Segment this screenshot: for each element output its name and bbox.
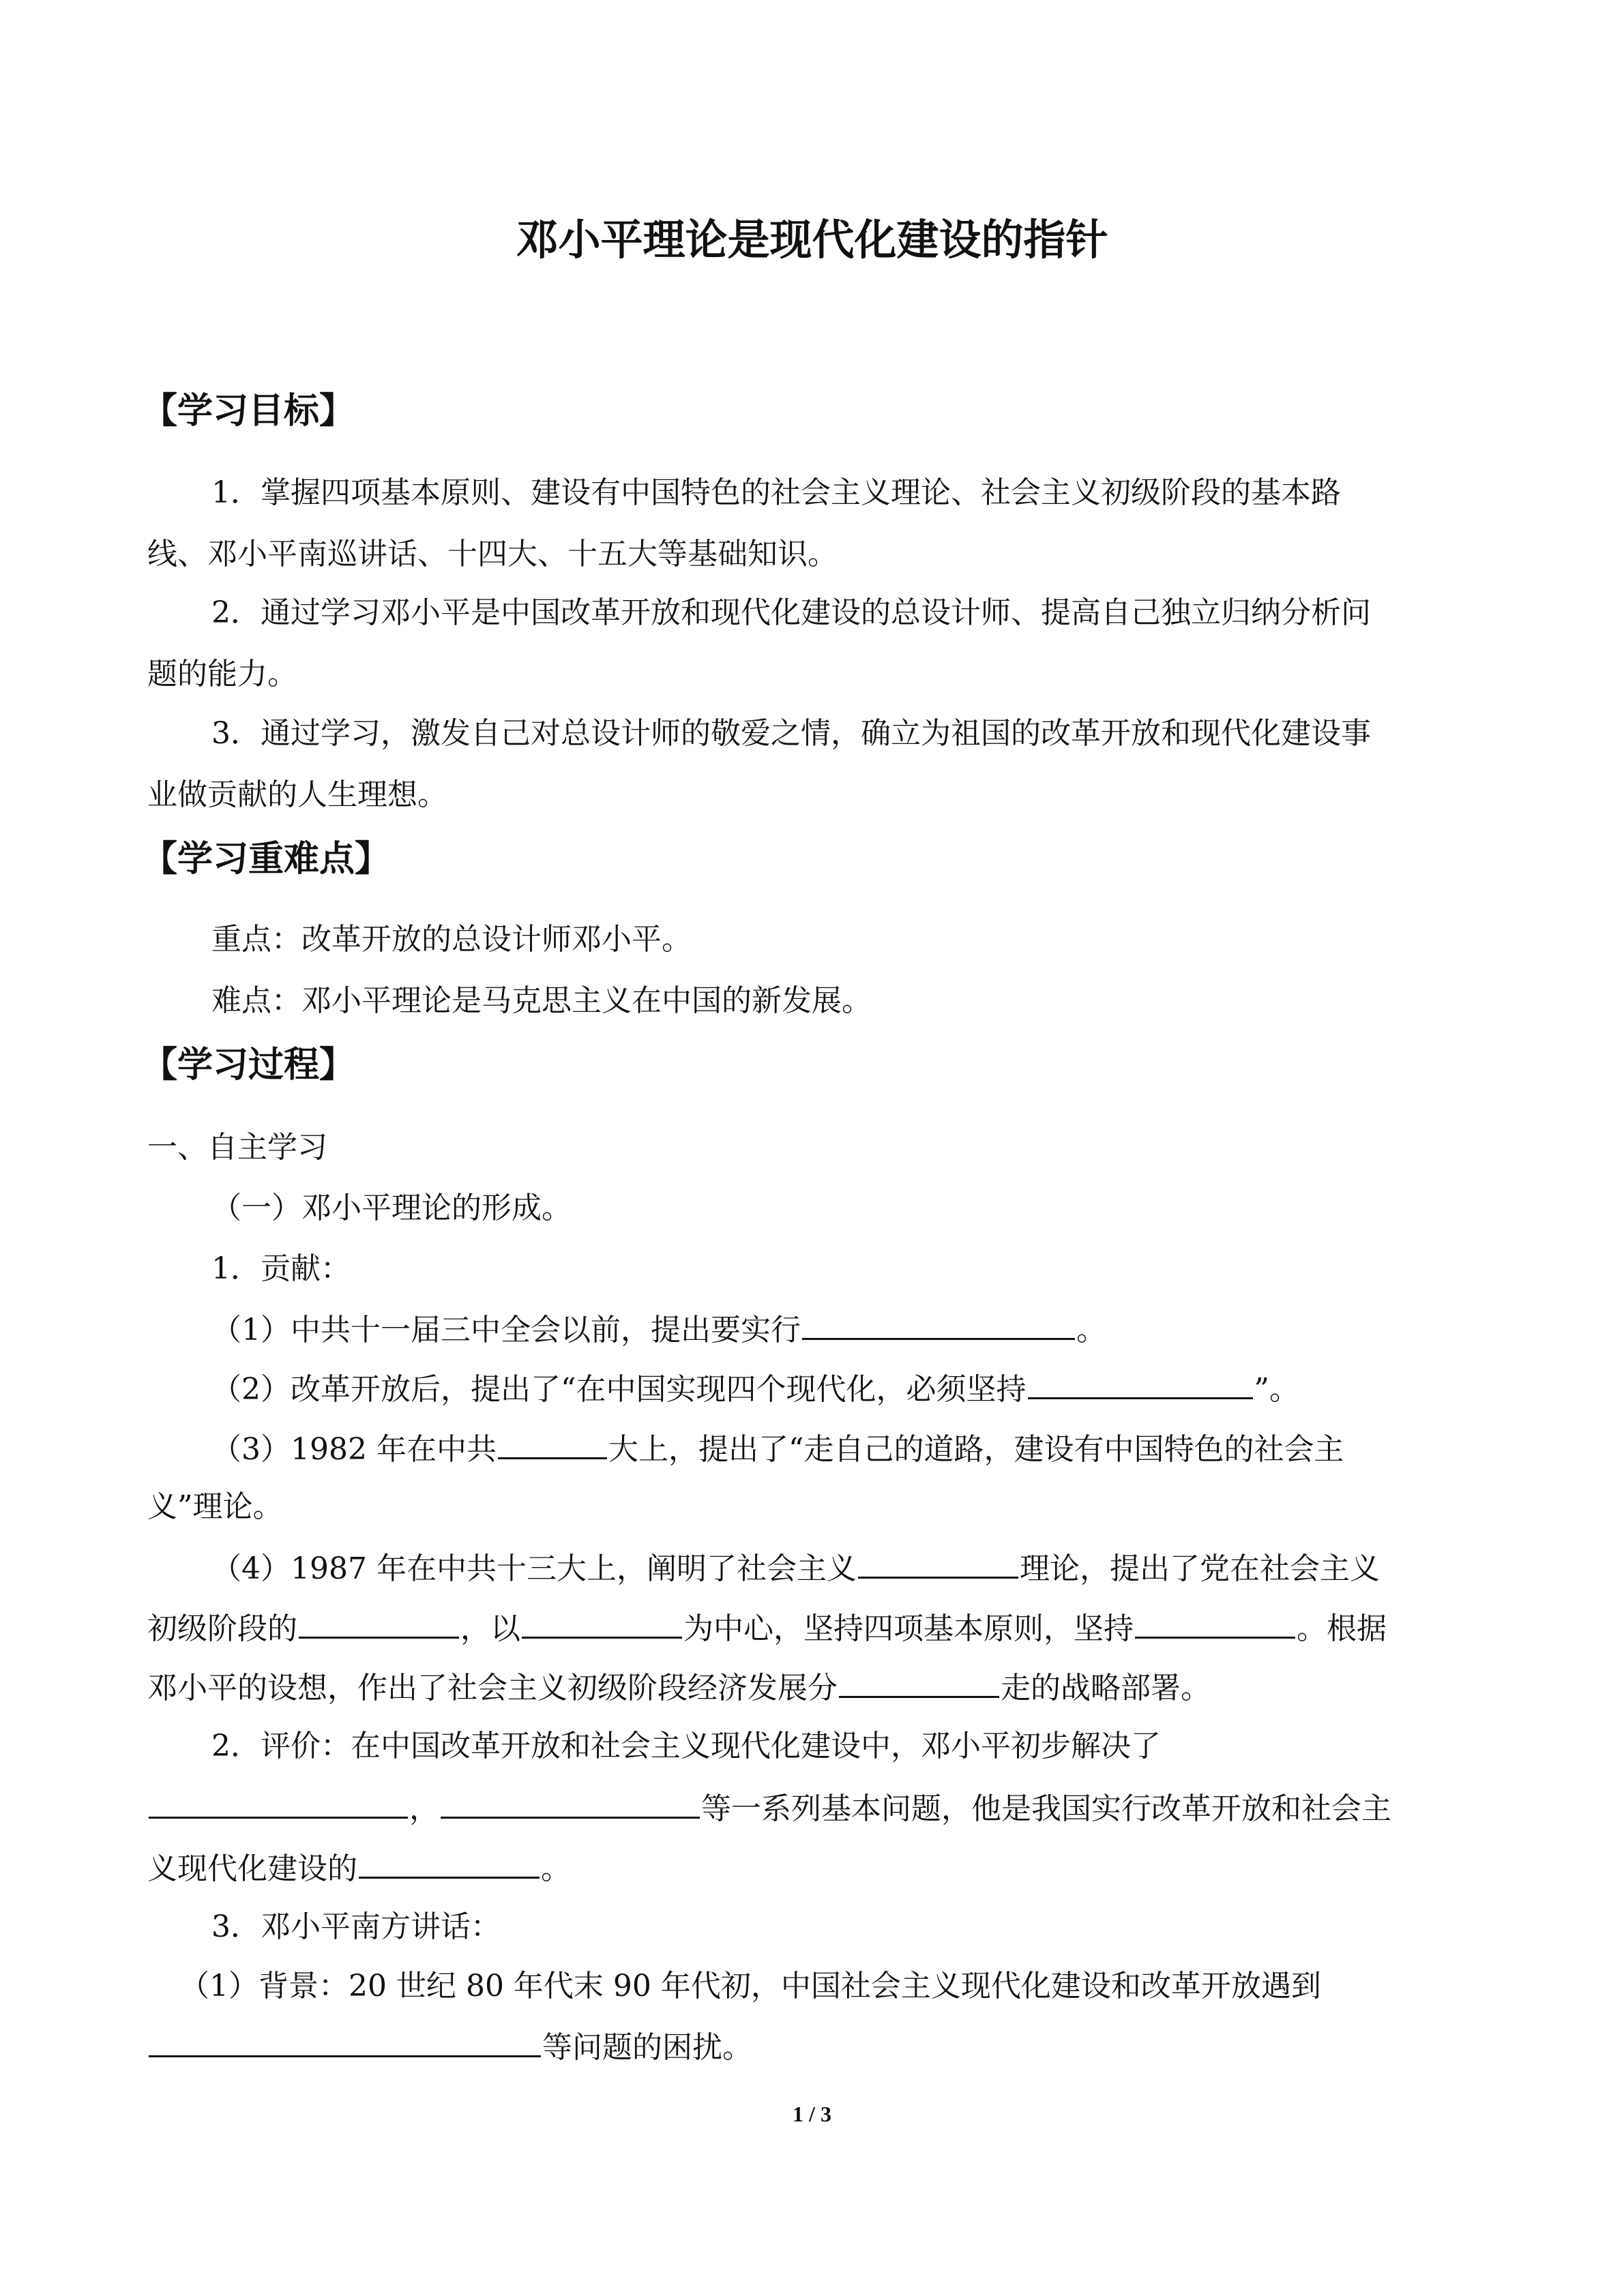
fill-blank[interactable] (522, 1607, 682, 1639)
document-title: 邓小平理论是现代化建设的指针 (516, 215, 1108, 265)
fill-blank[interactable] (299, 1607, 459, 1639)
fill-blank[interactable] (802, 1308, 1075, 1340)
item-2-line-3 (147, 1847, 571, 1890)
question-4-line-2 (147, 1607, 1387, 1650)
objective-3-line-2: 业做贡献的人生理想。 (147, 777, 447, 812)
question-4-text: （4）1987 年在中共十三大上，阐明了社会主义 (211, 1551, 857, 1586)
question-2-end: ”。 (1254, 1372, 1299, 1407)
question-2 (211, 1367, 1299, 1410)
objective-1-line-2: 线、邓小平南巡讲话、十四大、十五大等基础知识。 (147, 537, 838, 571)
page-number: 1 / 3 (793, 2102, 831, 2126)
section-heading-process: 【学习过程】 (142, 1045, 355, 1086)
question-2-text: （2）改革开放后，提出了“在中国实现四个现代化，必须坚持 (211, 1372, 1027, 1407)
item-3-heading: 3．邓小平南方讲话： (211, 1909, 501, 1944)
question-3-line-2: 义”理论。 (147, 1489, 283, 1524)
question-4-text-7: 邓小平的设想，作出了社会主义初级阶段经济发展分 (147, 1671, 838, 1705)
question-4-text-8: 走的战略部署。 (1001, 1671, 1211, 1705)
subsection-1-heading: （一）邓小平理论的形成。 (211, 1191, 572, 1225)
item-2-text: 等一系列基本问题，他是我国实行改革开放和社会主 (701, 1791, 1391, 1826)
item-1-heading: 1．贡献： (211, 1251, 351, 1286)
item-2-evaluation: 2．评价：在中国改革开放和社会主义现代化建设中，邓小平初步解决了 (211, 1729, 1161, 1763)
key-point-difficult: 难点：邓小平理论是马克思主义在中国的新发展。 (211, 983, 872, 1018)
question-1-text: （1）中共十一届三中全会以前，提出要实行 (211, 1313, 801, 1347)
background-line-1: （1）背景：20 世纪 80 年代末 90 年代初，中国社会主义现代化建设和改革开放遇到 (179, 1969, 1321, 2003)
objective-2-line-1: 2．通过学习邓小平是中国改革开放和现代化建设的总设计师、提高自己独立归纳分析问 (211, 595, 1371, 630)
fill-blank[interactable] (149, 1787, 408, 1819)
item-2-text-2: 义现代化建设的 (147, 1851, 357, 1886)
question-4-text-3: 初级阶段的 (147, 1611, 297, 1646)
item-2-line-2 (147, 1787, 1391, 1830)
fill-blank[interactable] (858, 1547, 1018, 1579)
fill-blank[interactable] (498, 1427, 607, 1459)
question-4-line-3 (147, 1666, 1211, 1709)
item-2-end: 。 (541, 1851, 571, 1886)
question-4-text-5: 为中心，坚持四项基本原则，坚持 (683, 1611, 1134, 1646)
objective-3-line-1: 3．通过学习，激发自己对总设计师的敬爱之情，确立为祖国的改革开放和现代化建设事 (211, 716, 1371, 751)
objective-2-line-2: 题的能力。 (147, 657, 297, 691)
fill-blank[interactable] (839, 1666, 999, 1698)
question-4-text-2: 理论，提出了党在社会主义 (1019, 1551, 1380, 1586)
fill-blank[interactable] (359, 1847, 540, 1879)
section-heading-objectives: 【学习目标】 (142, 391, 355, 432)
part-1-heading: 一、自主学习 (147, 1130, 327, 1165)
question-4-text-6: 。根据 (1297, 1611, 1387, 1646)
question-1 (211, 1308, 1106, 1351)
section-heading-key-points: 【学习重难点】 (142, 839, 391, 880)
fill-blank[interactable] (1135, 1607, 1295, 1639)
question-4-text-4: ，以 (460, 1611, 520, 1646)
key-point-important: 重点：改革开放的总设计师邓小平。 (211, 922, 692, 957)
fill-blank[interactable] (1028, 1367, 1253, 1399)
background-line-2 (147, 2025, 752, 2068)
fill-blank[interactable] (441, 1787, 700, 1819)
fill-blank[interactable] (149, 2025, 541, 2057)
question-4 (211, 1547, 1380, 1590)
item-2-comma: ， (409, 1791, 439, 1826)
question-3 (211, 1427, 1344, 1470)
background-text: 等问题的困扰。 (542, 2030, 752, 2065)
question-1-end: 。 (1076, 1313, 1106, 1347)
question-3-text-2: 大上，提出了“走自己的道路，建设有中国特色的社会主 (608, 1432, 1344, 1467)
objective-1-line-1: 1．掌握四项基本原则、建设有中国特色的社会主义理论、社会主义初级阶段的基本路 (211, 475, 1341, 510)
question-3-text: （3）1982 年在中共 (211, 1432, 497, 1467)
